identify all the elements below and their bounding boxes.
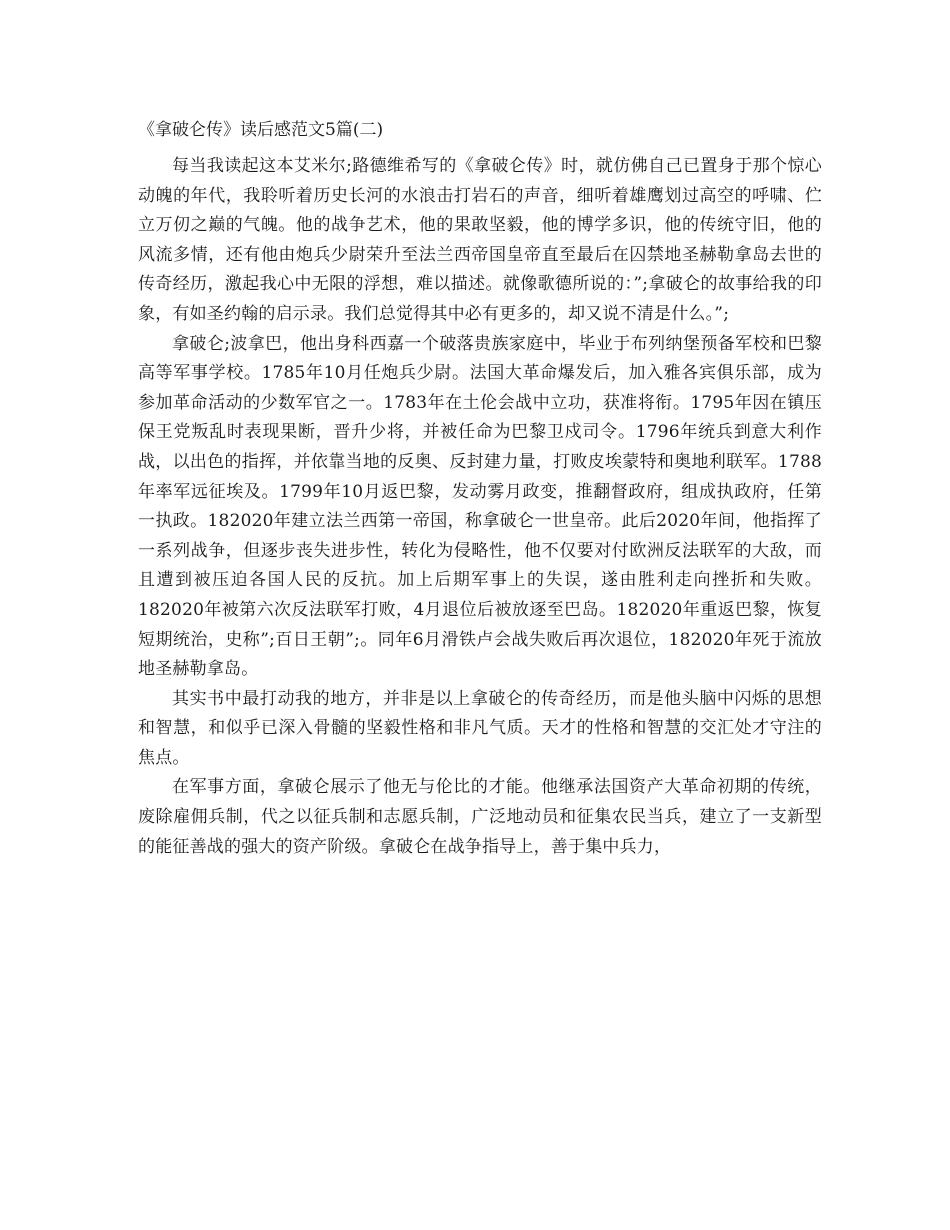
- document-title: 《拿破仑传》读后感范文5篇(二): [138, 120, 384, 140]
- document-body: [138, 112, 822, 862]
- paragraph-biography: 拿破仑;波拿巴，他出身科西嘉一个破落贵族家庭中，毕业于布列纳堡预备军校和巴黎高等军事学校。1785年10月任炮兵少尉。法国大革命爆发后，加入雅各宾俱乐部，成为参加革命活动的少数军官之一。1783年在土伦会战中立功，获准将衔。1795年因在镇压保王党叛乱时表现果断，晋升少将，并被任命为巴黎卫戍司令。1796年统兵到意大利作战，以出色的指挥，并依靠当地的反奥、反封建力量，打败皮埃蒙特和奥地利联军。1788年率军远征埃及。1799年10月返巴黎，发动雾月政变，推翻督政府，组成执政府，任第一执政。182020年建立法兰西第一帝国，称拿破仑一世皇帝。此后2020年间，他指挥了一系列战争，但逐步丧失进步性，转化为侵略性，他不仅要对付欧洲反法联军的大敌，而且遭到被压迫各国人民的反抗。加上后期军事上的失误，遂由胜利走向挫折和失败。182020年被第六次反法联军打败，4月退位后被放逐至巴岛。182020年重返巴黎，恢复短期统治，史称”;百日王朝”;。同年6月滑铁卢会战失败后再次退位，182020年死于流放地圣赫勒拿岛。: [138, 333, 822, 680]
- paragraph-military: 在军事方面，拿破仑展示了他无与伦比的才能。他继承法国资产大革命初期的传统，废除雇佣兵制，代之以征兵制和志愿兵制，广泛地动员和征集农民当兵，建立了一支新型的能征善战的强大的资产阶级。拿破仑在战争指导上，善于集中兵力，: [138, 777, 822, 857]
- paragraph-character: 其实书中最打动我的地方，并非是以上拿破仑的传奇经历，而是他头脑中闪烁的思想和智慧，和似乎已深入骨髓的坚毅性格和非凡气质。天才的性格和智慧的交汇处才守注的焦点。: [138, 688, 822, 768]
- paragraph-intro: 每当我读起这本艾米尔;路德维希写的《拿破仑传》时，就仿佛自己已置身于那个惊心动魄的年代，我聆听着历史长河的水浪击打岩石的声音，细听着雄鹰划过高空的呼啸、伫立万仞之巅的气魄。他的战争艺术，他的果敢坚毅，他的博学多识，他的传统守旧，他的风流多情，还有他由炮兵少尉荣升至法兰西帝国皇帝直至最后在囚禁地圣赫勒拿岛去世的传奇经历，激起我心中无限的浮想，难以描述。就像歌德所说的：”;拿破仑的故事给我的印象，有如圣约翰的启示录。我们总觉得其中必有更多的，却又说不清是什么。”;: [138, 156, 822, 324]
